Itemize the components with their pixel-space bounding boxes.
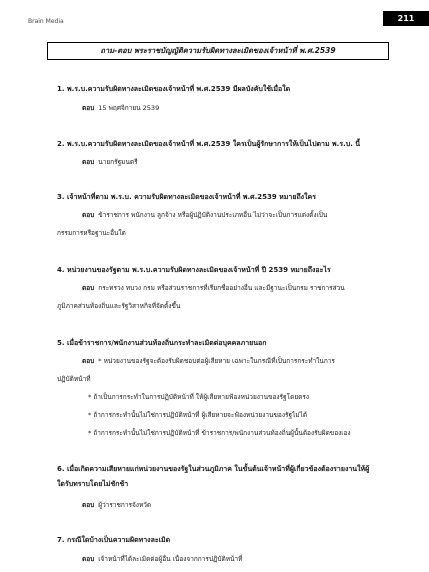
answer-4 [82, 283, 345, 293]
answer-5-bullet-1: * ถ้าเป็นการกระทำในการปฏิบัติหน้าที่ ให้ผู้เสียหายฟ้องหน่วยงานของรัฐโดยตรง [88, 393, 310, 401]
answer-2 [82, 157, 138, 167]
answer-text: เจ้าหน้าที่ได้ละเมิดต่อผู้อื่น เนื่องจากการปฏิบัติหน้าที่ [98, 555, 243, 563]
answer-text: 15 พฤศจิกายน 2539 [98, 104, 160, 112]
question-6: 6. เมื่อเกิดความเสียหายแก่หน่วยงานของรัฐในส่วนภูมิภาค ในขั้นต้นเจ้าหน้าที่ผู้เกี่ยวข้องต้องรายงานให้ผู้ใดรับทราบโดยไม่ชักช้า [57, 465, 370, 488]
answer-3-continuation: กรรมการหรือฐานะอื่นใด [57, 229, 126, 237]
answer-1 [82, 103, 159, 113]
answer-text: นายกรัฐมนตรี [98, 158, 138, 166]
question-1: 1. พ.ร.บ.ความรับผิดทางละเมิดของเจ้าหน้าที่ พ.ศ.2539 มีผลบังคับใช้เมื่อใด [57, 85, 291, 93]
answer-text: ผู้ว่าราชการจังหวัด [98, 501, 152, 509]
question-3: 3. เจ้าหน้าที่ตาม พ.ร.บ. ความรับผิดทางละเมิดของเจ้าหน้าที่ พ.ศ.2539 หมายถึงใคร [57, 193, 316, 201]
answer-text: กระทรวง ทบวง กรม หรือส่วนราชการที่เรียกชื่ออย่างอื่น และมีฐานะเป็นกรม ราชการส่วน [98, 284, 345, 292]
answer-label: ตอบ [82, 555, 95, 563]
answer-text: ข้าราชการ พนักงาน ลูกจ้าง หรือผู้ปฏิบัติงานประเภทอื่น ไม่ว่าจะเป็นการแต่งตั้งเป็น [98, 211, 328, 219]
answer-label: ตอบ [82, 211, 95, 219]
answer-label: ตอบ [82, 357, 95, 365]
question-7: 7. กรณีใดบ้างเป็นความผิดทางละเมิด [57, 536, 171, 544]
document-title: ถาม-ตอบ พระราชบัญญัติความรับผิดทางละเมิดของเจ้าหน้าที่ พ.ศ.2539 [47, 42, 389, 60]
answer-4-continuation: ภูมิภาคส่วนท้องถิ่นและรัฐวิสาหกิจที่จัดตั้งขึ้น [57, 302, 181, 310]
answer-label: ตอบ [82, 104, 95, 112]
answer-5-bullet-2: * ถ้าการกระทำนั้นไม่ใช่การปฏิบัติหน้าที่ ผู้เสียหายจะฟ้องหน่วยงานของรัฐไม่ได้ [88, 411, 308, 419]
answer-label: ตอบ [82, 501, 95, 509]
question-5: 5. เมื่อข้าราชการ/พนักงานส่วนท้องถิ่นกระทำละเมิดต่อบุคคลภายนอก [57, 339, 267, 347]
page-number-badge: 211 [383, 11, 429, 26]
answer-5-bullet-3: * ถ้าการกระทำนั้นไม่ใช่การปฏิบัติหน้าที่ ข้าราชการ/พนักงานส่วนท้องถิ่นผู้นั้นต้องรับผิดของเอง [88, 429, 351, 437]
answer-text: * หน่วยงานของรัฐจะต้องรับผิดชอบต่อผู้เสียหาย เฉพาะในกรณีที่เป็นการกระทำในการ [98, 357, 335, 365]
answer-7 [82, 554, 242, 564]
answer-5 [82, 356, 335, 366]
question-2: 2. พ.ร.บ.ความรับผิดทางละเมิดของเจ้าหน้าที่ พ.ศ.2539 ใครเป็นผู้รักษาการให้เป็นไปตาม พ.ร.บ. นี้ [57, 140, 361, 148]
answer-label: ตอบ [82, 158, 95, 166]
answer-6 [82, 500, 151, 510]
answer-label: ตอบ [82, 284, 95, 292]
question-4: 4. หน่วยงานของรัฐตาม พ.ร.บ.ความรับผิดทางละเมิดของเจ้าหน้าที่ ปี 2539 หมายถึงอะไร [57, 266, 331, 274]
answer-3 [82, 210, 327, 220]
answer-5-continuation: ปฏิบัติหน้าที่ [57, 375, 91, 383]
publisher-name: Brain Media [28, 18, 64, 25]
